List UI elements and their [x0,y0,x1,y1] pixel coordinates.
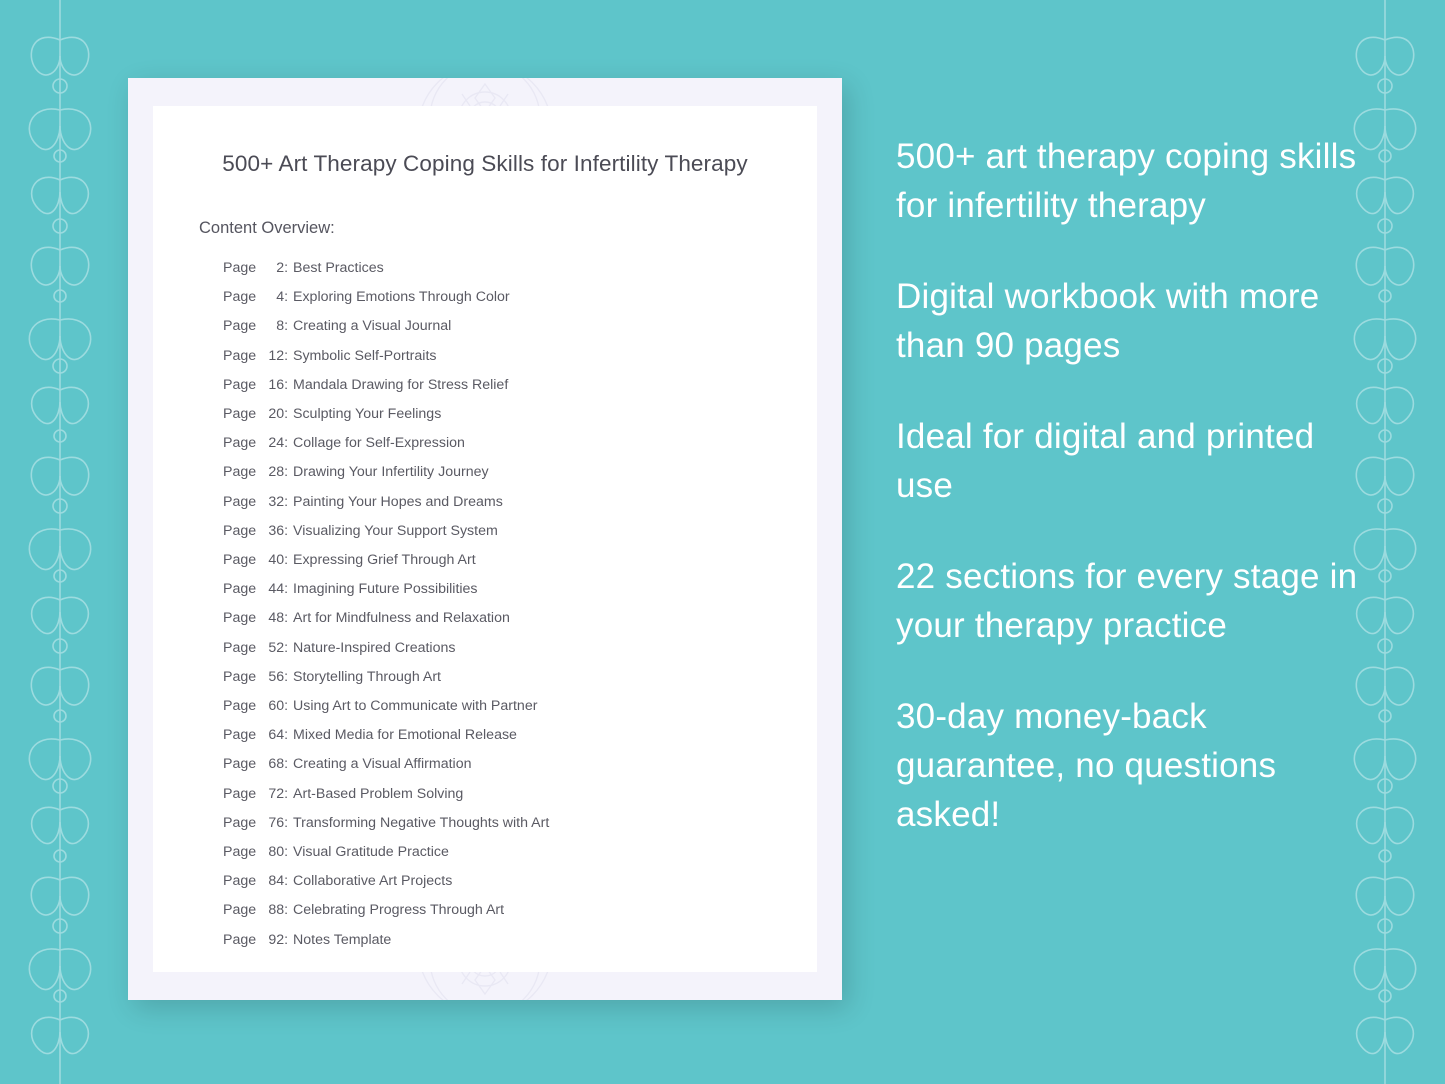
marketing-bullets [896,132,1366,839]
toc-entry-page-label: Page [223,668,257,685]
toc-entry[interactable] [223,546,791,575]
toc-entry-page-label: Page [223,522,257,539]
toc-entry[interactable] [223,488,791,517]
toc-entry[interactable] [223,400,791,429]
toc-entry-page: Page 60: [223,692,287,721]
toc-entry[interactable] [223,750,791,779]
toc-entry-title: Best Practices [293,260,384,276]
marketing-bullet: 500+ art therapy coping skills for infertility therapy [896,137,1357,225]
toc-entry-page: Page 24: [223,429,287,458]
toc-entry[interactable] [223,663,791,692]
toc-entry-page-number: 32 [268,493,285,510]
toc-entry-page-label: Page [223,289,257,306]
toc-entry[interactable] [223,926,791,955]
toc-entry-page: Page 2: [223,254,287,283]
marketing-bullet: Ideal for digital and printed use [896,417,1315,505]
toc-entry-title: Mixed Media for Emotional Release [293,727,517,744]
toc-entry-page-number: 48 [268,610,285,627]
toc-entry-page-number: 4 [276,289,285,306]
toc-entry-page-label: Page [223,347,257,364]
toc-entry-page-label: Page [223,493,257,510]
toc-entry-page-label: Page [223,318,257,335]
toc-entry-title: Using Art to Communicate with Partner [293,698,538,715]
toc-entry-page-label: Page [223,785,257,802]
toc-entry-page: Page 44: [223,575,287,604]
toc-entry-page-number: 44 [268,581,285,598]
document-page [153,106,817,972]
toc-entry-page-label: Page [223,902,257,919]
toc-entry-page-number: 76 [268,814,285,831]
toc-entry-title: Mandala Drawing for Stress Relief [293,376,509,393]
toc-entry-page-label: Page [223,610,257,627]
toc-entry-page-number: 12 [268,347,285,364]
marketing-bullet: Digital workbook with more than 90 pages [896,277,1320,365]
toc-entry[interactable] [223,283,791,312]
toc-entry-page: Page 56: [223,663,287,692]
toc-entry-page-label: Page [223,376,257,393]
toc-entry-title: Creating a Visual Journal [293,318,452,335]
toc-entry-page-label: Page [223,727,257,744]
toc-entry-page-label: Page [223,844,257,861]
toc-entry-page-label: Page [223,260,257,276]
toc-entry-page-number: 20 [268,406,285,423]
toc-entry-page-number: 16 [268,376,285,393]
toc-entry[interactable] [223,254,791,283]
toc-entry-title: Visual Gratitude Practice [293,844,449,861]
toc-entry[interactable] [223,458,791,487]
toc-entry-title: Art for Mindfulness and Relaxation [293,610,510,627]
toc-entry-page: Page 92: [223,926,287,955]
toc-entry-title: Symbolic Self-Portraits [293,347,437,364]
toc-entry-title: Celebrating Progress Through Art [293,902,505,919]
toc-entry-title: Exploring Emotions Through Color [293,289,510,306]
marketing-bullet: 30-day money-back guarantee, no questions asked! [896,697,1277,834]
toc-entry[interactable] [223,342,791,371]
toc-entry-page: Page 68: [223,750,287,779]
toc-entry[interactable] [223,517,791,546]
toc-entry-page-label: Page [223,756,257,773]
toc-entry[interactable] [223,575,791,604]
content-overview-label: Content Overview: [199,219,335,237]
toc-entry-page-number: 84 [268,873,285,890]
toc-entry[interactable] [223,604,791,633]
toc-entry-page-number: 92 [268,931,285,948]
toc-entry-page-number: 60 [268,698,285,715]
toc-entry-page-label: Page [223,406,257,423]
toc-entry-page: Page 32: [223,488,287,517]
page-title: 500+ Art Therapy Coping Skills for Infertility Therapy [222,151,748,176]
toc-entry[interactable] [223,809,791,838]
toc-entry-page: Page 64: [223,721,287,750]
toc-entry[interactable] [223,896,791,925]
toc-entry-title: Nature-Inspired Creations [293,639,456,656]
toc-entry-page: Page 4: [223,283,287,312]
toc-entry-page-number: 28 [268,464,285,481]
toc-entry-page: Page 72: [223,780,287,809]
toc-entry-title: Collage for Self-Expression [293,435,465,452]
toc-entry-page: Page 88: [223,896,287,925]
toc-entry-page-label: Page [223,581,257,598]
toc-entry-title: Collaborative Art Projects [293,873,453,890]
toc-entry-page-number: 68 [268,756,285,773]
toc-entry-title: Drawing Your Infertility Journey [293,464,489,481]
marketing-bullet: 22 sections for every stage in your therapy practice [896,557,1358,645]
toc-entry[interactable] [223,780,791,809]
document-preview-card [128,78,842,1000]
toc-entry-title: Imagining Future Possibilities [293,581,478,598]
toc-entry[interactable] [223,692,791,721]
toc-entry[interactable] [223,429,791,458]
toc-entry-page-number: 80 [268,844,285,861]
toc-entry-page-number: 56 [268,668,285,685]
table-of-contents [223,254,791,955]
toc-entry[interactable] [223,867,791,896]
toc-entry-page-number: 72 [268,785,285,802]
toc-entry-title: Expressing Grief Through Art [293,552,476,569]
toc-entry-title: Art-Based Problem Solving [293,785,464,802]
toc-entry-title: Storytelling Through Art [293,668,441,685]
toc-entry-page: Page 16: [223,371,287,400]
toc-entry-page-label: Page [223,464,257,481]
toc-entry-page-label: Page [223,931,257,948]
floral-border-left [0,0,120,1084]
toc-entry-page-label: Page [223,639,257,656]
toc-entry-page-number: 36 [268,522,285,539]
toc-entry-page-number: 52 [268,639,285,656]
toc-entry-page: Page 48: [223,604,287,633]
toc-entry-title: Creating a Visual Affirmation [293,756,472,773]
toc-entry-page: Page 52: [223,634,287,663]
toc-entry[interactable] [223,312,791,341]
toc-entry-page: Page 28: [223,458,287,487]
toc-entry-page: Page 76: [223,809,287,838]
toc-entry[interactable] [223,721,791,750]
toc-entry-page: Page 40: [223,546,287,575]
toc-entry-page: Page 20: [223,400,287,429]
toc-entry-page-number: 40 [268,552,285,569]
floral-border-icon [0,0,120,1084]
toc-entry-page-label: Page [223,435,257,452]
toc-entry-title: Painting Your Hopes and Dreams [293,493,503,510]
toc-entry-page-label: Page [223,698,257,715]
toc-entry-title: Transforming Negative Thoughts with Art [293,814,550,831]
toc-entry[interactable] [223,838,791,867]
toc-entry-title: Visualizing Your Support System [293,522,498,539]
toc-entry-page: Page 84: [223,867,287,896]
toc-entry-page: Page 8: [223,312,287,341]
toc-entry-page-number: 8 [276,318,285,335]
toc-entry[interactable] [223,371,791,400]
toc-entry-page-number: 2 [276,260,285,276]
toc-entry-page: Page 80: [223,838,287,867]
toc-entry-page: Page 36: [223,517,287,546]
toc-entry[interactable] [223,634,791,663]
toc-entry-page-label: Page [223,814,257,831]
toc-entry-page: Page 12: [223,342,287,371]
toc-entry-page-label: Page [223,873,257,890]
toc-entry-page-number: 88 [268,902,285,919]
toc-entry-page-number: 24 [268,435,285,452]
toc-entry-page-number: 64 [268,727,285,744]
toc-entry-page-label: Page [223,552,257,569]
toc-entry-title: Notes Template [293,931,392,948]
toc-entry-title: Sculpting Your Feelings [293,406,442,423]
